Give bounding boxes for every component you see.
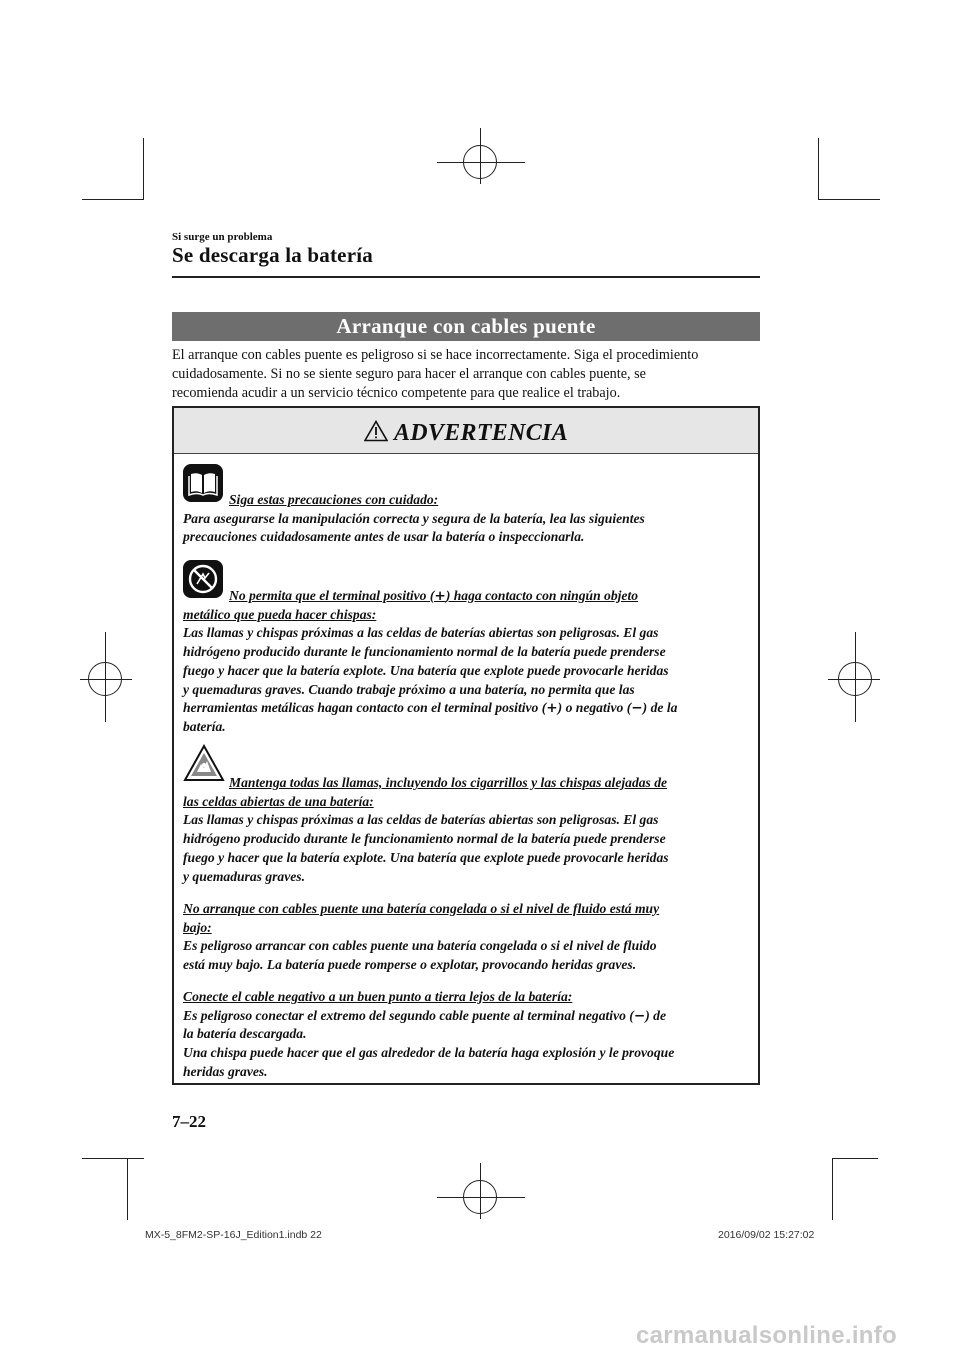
crop-mark bbox=[818, 138, 819, 200]
warning-text: hidrógeno producido durante le funcionamiento normal de la batería puede prenderse bbox=[183, 644, 666, 660]
warning-text: hidrógeno producido durante le funcionamiento normal de la batería puede prenderse bbox=[183, 831, 666, 847]
crop-mark bbox=[82, 1158, 144, 1159]
section-label: Si surge un problema bbox=[172, 231, 273, 243]
warning-text: precauciones cuidadosamente antes de usar la batería o inspeccionarla. bbox=[183, 529, 585, 545]
intro-line: El arranque con cables puente es peligroso si se hace incorrectamente. Siga el procedimiento bbox=[172, 347, 699, 363]
warning-text: ) de bbox=[645, 1007, 666, 1023]
warning-text: Las llamas y chispas próximas a las celdas de baterías abiertas son peligrosas. El gas bbox=[183, 812, 659, 828]
section-banner: Arranque con cables puente bbox=[172, 312, 760, 341]
intro-line: cuidadosamente. Si no se siente seguro para hacer el arranque con cables puente, se bbox=[172, 366, 646, 382]
warning-header bbox=[174, 408, 758, 454]
warning-item-3 bbox=[183, 774, 753, 886]
warning-text: fuego y hacer que la batería explote. Una batería que explote puede provocarle heridas bbox=[183, 662, 669, 678]
warning-text: fuego y hacer que la batería explote. Una batería que explote puede provocarle heridas bbox=[183, 849, 669, 865]
warning-triangle-icon bbox=[364, 420, 388, 442]
minus-symbol: − bbox=[631, 700, 643, 717]
warning-text: herramientas metálicas hagan contacto con el terminal positivo ( bbox=[183, 700, 547, 716]
warning-title: ADVERTENCIA bbox=[393, 420, 569, 446]
intro-line: recomienda acudir a un servicio técnico competente para que realice el trabajo. bbox=[172, 385, 621, 401]
crop-mark bbox=[832, 1158, 878, 1159]
warning-text: está muy bajo. La batería puede romperse o explotar, provocando heridas graves. bbox=[183, 957, 637, 973]
footer-timestamp: 2016/09/02 15:27:02 bbox=[718, 1229, 815, 1241]
warning-heading: las celdas abiertas de una batería: bbox=[183, 793, 374, 809]
warning-heading: ) haga contacto con ningún objeto bbox=[445, 588, 639, 603]
warning-heading: bajo: bbox=[183, 919, 212, 935]
warning-text: heridas graves. bbox=[183, 1063, 268, 1079]
warning-text: la batería descargada. bbox=[183, 1026, 307, 1042]
crop-mark bbox=[143, 138, 144, 200]
crop-mark bbox=[82, 199, 144, 200]
warning-item-2 bbox=[183, 587, 753, 737]
intro-paragraph bbox=[172, 346, 762, 403]
crop-mark bbox=[127, 1158, 128, 1220]
warning-item-4 bbox=[183, 900, 753, 975]
page-number: 7–22 bbox=[172, 1112, 206, 1131]
minus-symbol: − bbox=[633, 1007, 646, 1024]
crop-mark bbox=[832, 1158, 833, 1220]
title-rule bbox=[172, 276, 760, 278]
warning-text: Es peligroso arrancar con cables puente una batería congelada o si el nivel de fluido bbox=[183, 938, 657, 954]
warning-text: y quemaduras graves. Cuando trabaje próximo a una batería, no permita que las bbox=[183, 681, 635, 697]
warning-text: Una chispa puede hacer que el gas alrededor de la batería haga explosión y le provoque bbox=[183, 1045, 675, 1061]
warning-text: ) de la bbox=[642, 700, 678, 716]
warning-heading: No arranque con cables puente una batería congelada o si el nivel de fluido está muy bbox=[183, 901, 660, 916]
warning-text: Las llamas y chispas próximas a las celdas de baterías abiertas son peligrosas. El gas bbox=[183, 625, 659, 641]
plus-symbol: + bbox=[546, 700, 558, 717]
warning-text: batería. bbox=[183, 718, 226, 734]
warning-heading: No permita que el terminal positivo ( bbox=[229, 588, 435, 603]
footer-filename: MX-5_8FM2-SP-16J_Edition1.indb 22 bbox=[145, 1229, 322, 1241]
watermark: carmanualsonline.info bbox=[636, 1322, 898, 1349]
warning-text: y quemaduras graves. bbox=[183, 868, 305, 884]
page-title: Se descarga la batería bbox=[172, 243, 373, 267]
warning-heading: Siga estas precauciones con cuidado: bbox=[229, 492, 439, 507]
warning-item-1 bbox=[183, 491, 753, 547]
warning-text: ) o negativo ( bbox=[557, 700, 632, 716]
warning-text: Para asegurarse la manipulación correcta y segura de la batería, lea las siguientes bbox=[183, 510, 645, 526]
plus-symbol: + bbox=[434, 588, 446, 604]
warning-heading: Conecte el cable negativo a un buen punto a tierra lejos de la batería: bbox=[183, 989, 573, 1004]
crop-mark bbox=[818, 199, 880, 200]
warning-box bbox=[172, 406, 760, 1085]
warning-text: Es peligroso conectar el extremo del segundo cable puente al terminal negativo ( bbox=[183, 1007, 634, 1023]
warning-item-5 bbox=[183, 988, 753, 1082]
warning-heading: Mantenga todas las llamas, incluyendo los cigarrillos y las chispas alejadas de bbox=[229, 775, 668, 790]
warning-heading: metálico que pueda hacer chispas: bbox=[183, 606, 377, 622]
